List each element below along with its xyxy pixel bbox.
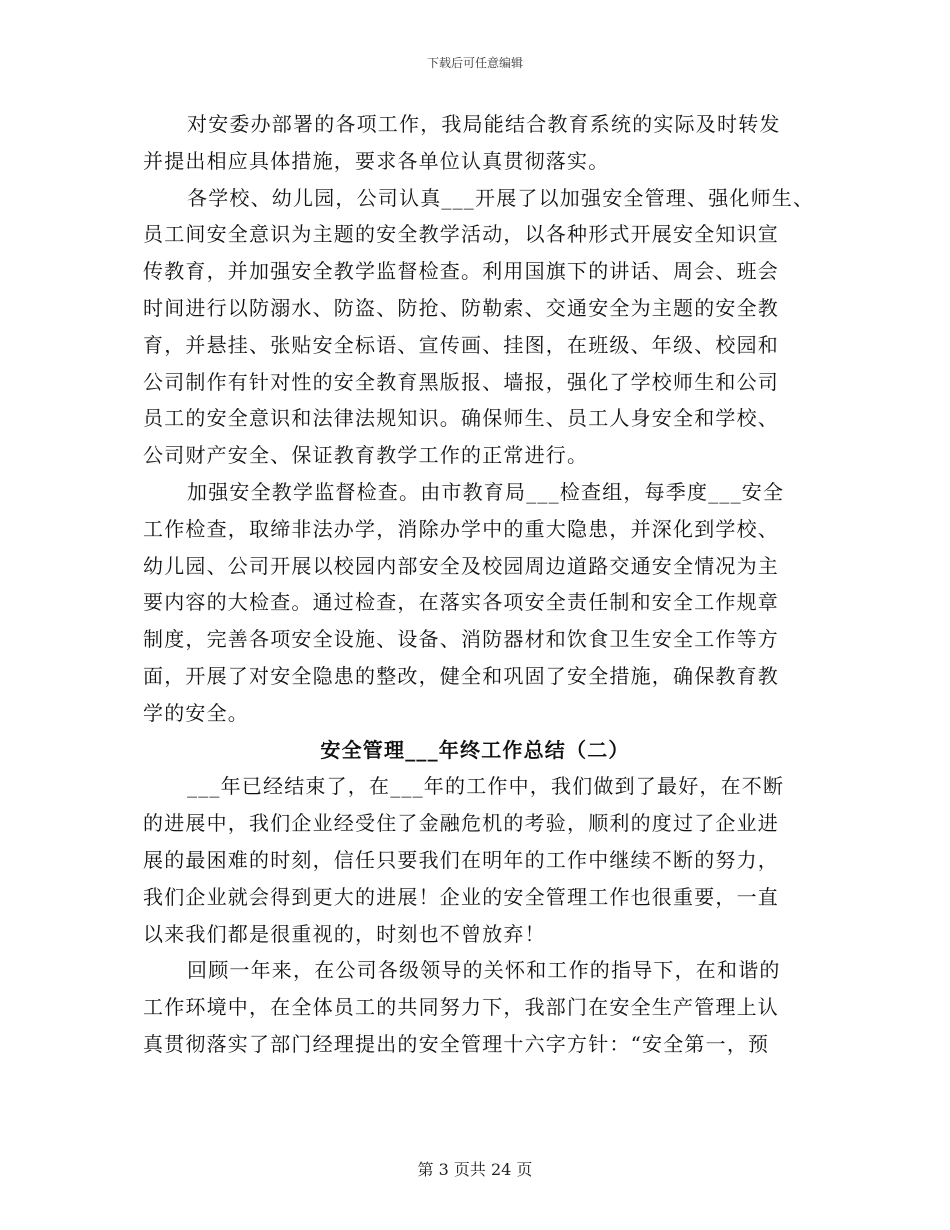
text-line: 公司制作有针对性的安全教育黑版报、墙报，强化了学校师生和公司	[143, 369, 779, 394]
text-line: 以来我们都是很重视的，时刻也不曾放弃！	[143, 921, 546, 946]
text-line: 制度，完善各项安全设施、设备、消防器材和饮食卫生安全工作等方	[143, 627, 779, 652]
text-line: 各学校、幼儿园，公司认真___开展了以加强安全管理、强化师生、	[187, 185, 815, 210]
text-line: 学的安全。	[143, 700, 249, 725]
text-line: 回顾一年来，在公司各级领导的关怀和工作的指导下，在和谐的	[187, 958, 781, 983]
text-line: 公司财产安全、保证教育教学工作的正常进行。	[143, 443, 589, 468]
text-line: 的进展中，我们企业经受住了金融危机的考验，顺利的度过了企业进	[143, 811, 779, 836]
text-line: 育，并悬挂、张贴安全标语、宣传画、挂图，在班级、年级、校园和	[143, 332, 779, 357]
text-line: ___年已经结束了，在___年的工作中，我们做到了最好，在不断	[187, 774, 785, 799]
text-line: 加强安全教学监督检查。由市教育局___检查组，每季度___安全	[187, 479, 785, 504]
text-line: 要内容的大检查。通过检查，在落实各项安全责任制和安全工作规章	[143, 590, 779, 615]
text-line: 时间进行以防溺水、防盗、防抢、防勒索、交通安全为主题的安全教	[143, 295, 779, 320]
text-line: 工作检查，取缔非法办学，消除办学中的重大隐患，并深化到学校、	[143, 516, 779, 541]
text-line: 员工的安全意识和法律法规知识。确保师生、员工人身安全和学校、	[143, 406, 779, 431]
section-title: 安全管理___年终工作总结（二）	[320, 737, 630, 762]
text-line: 我们企业就会得到更大的进展！企业的安全管理工作也很重要，一直	[143, 884, 779, 909]
text-line: 展的最困难的时刻，信任只要我们在明年的工作中继续不断的努力，	[143, 847, 779, 872]
text-line: 面，开展了对安全隐患的整改，健全和巩固了安全措施，确保教育教	[143, 663, 779, 688]
text-line: 对安委办部署的各项工作，我局能结合教育系统的实际及时转发	[187, 112, 781, 136]
text-line: 工作环境中，在全体员工的共同努力下，我部门在安全生产管理上认	[143, 995, 779, 1020]
text-line: 真贯彻落实了部门经理提出的安全管理十六字方针：“安全第一，预	[143, 1031, 770, 1056]
page-header-note: 下载后可任意编辑	[426, 56, 523, 70]
page-number: 第 3 页共 24 页	[417, 1160, 533, 1179]
text-line: 并提出相应具体措施，要求各单位认真贯彻落实。	[143, 148, 610, 173]
text-line: 幼儿园、公司开展以校园内部安全及校园周边道路交通安全情况为主	[143, 553, 779, 578]
text-line: 传教育，并加强安全教学监督检查。利用国旗下的讲话、周会、班会	[143, 259, 779, 284]
document-body	[143, 106, 833, 1063]
text-line: 员工间安全意识为主题的安全教学活动，以各种形式开展安全知识宣	[143, 222, 779, 247]
